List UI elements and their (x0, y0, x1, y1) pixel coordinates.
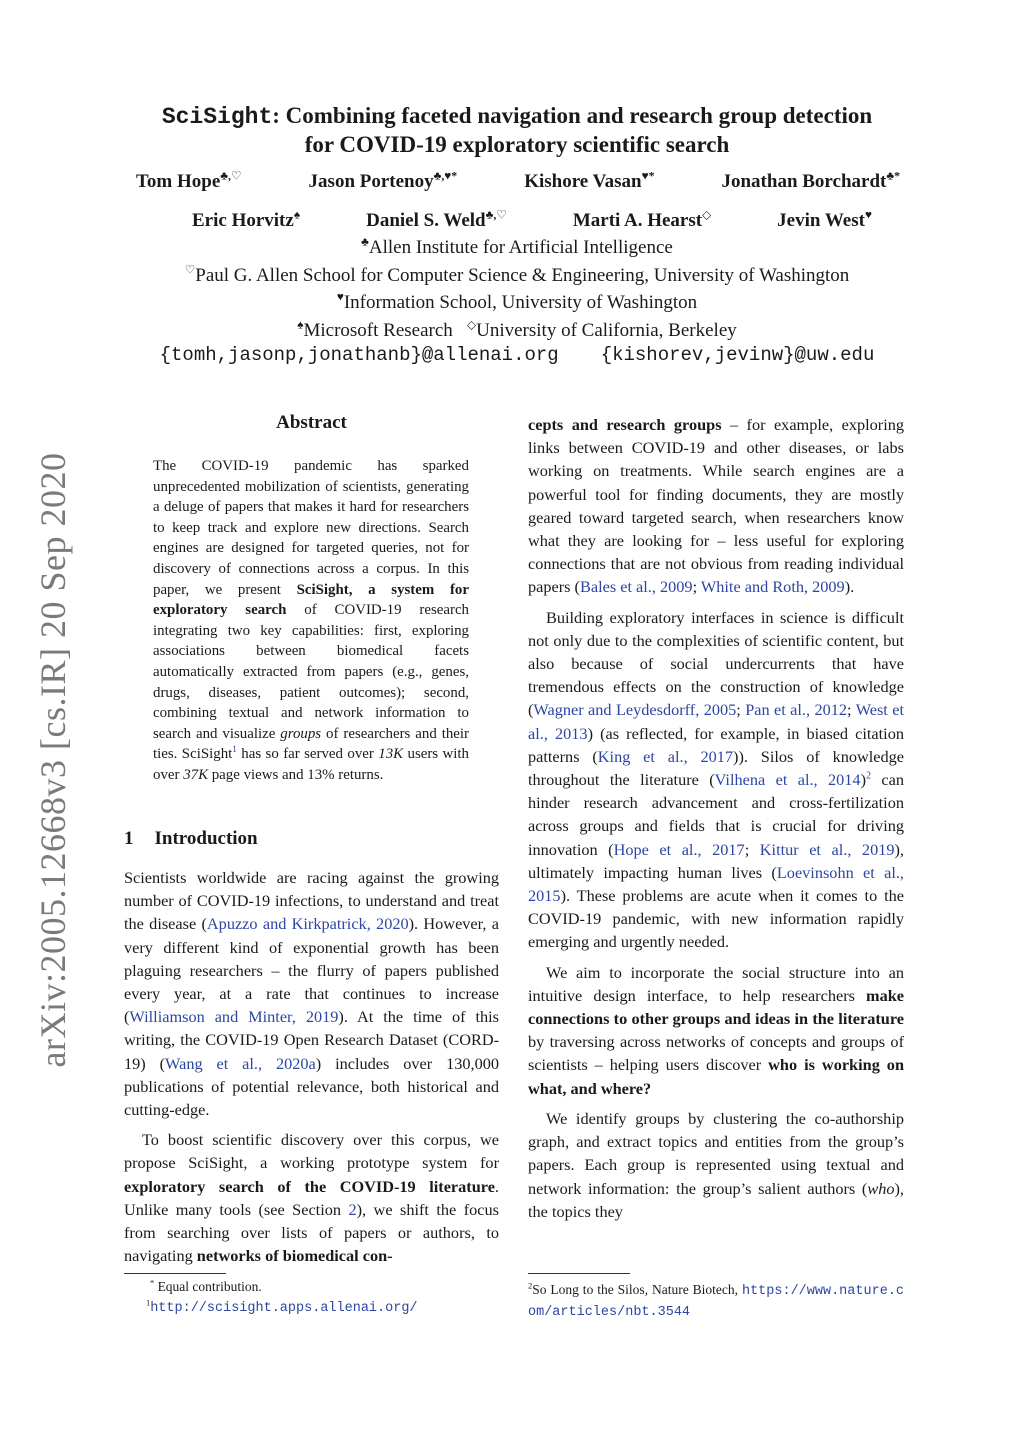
paragraph: To boost scientific discovery over this corpus, we propose SciSight, a working prototype system for exploratory search of the COVID-19 literature. Unlike many tools (see Section 2), we shift the focus from searching over lists of papers or authors, to navigating networks of biomedical con- (124, 1130, 500, 1266)
author: Jonathan Borchardt♣* (721, 169, 900, 192)
footnote-1: $^1$http://scisight.apps.allenai.org/ (146, 1298, 418, 1316)
affiliation: ♠Microsoft Research ◇University of California, Berkeley (297, 318, 737, 341)
email-addresses (100, 344, 934, 366)
continued-text: networks of biomedical con- (196, 1246, 393, 1266)
citation-link[interactable]: Bales et al., 2009 (579, 577, 693, 597)
paragraph: We aim to incorporate the social structure into an intuitive design interface, to help researchers make connections to other groups and ideas in the literature by traversing across networks of concepts and groups of scientists – helping users discover who is working on what, and where? (528, 962, 905, 1098)
left-column-text (124, 866, 499, 1267)
affiliation: ♡Paul G. Allen School for Computer Science & Engineering, University of Washington (184, 263, 850, 286)
affiliation: ♣Allen Institute for Artificial Intelligence (361, 235, 673, 258)
paragraph: Building exploratory interfaces in science is difficult not only due to the complexities of scientific content, but also because of social undercurrents that have tremendous effects on the construction of knowledge (Wagner and Leydesdorff, 2005; Pan et al., 2012; West et al., 2013) (as reflected, for example, in biased citation patterns (King et al., 2017)). Silos of knowledge throughout the literature (Vilhena et al., 2014)$^2$ can hinder research advancement and cross-fertilization across groups and fields that is crucial for driving innovation (Hope et al., 2017; Kittur et al., 2019), ultimately impacting human lives (Loevinsohn et al., 2015). These problems are acute when it comes to the COVID-19 pandemic, with new information rapidly emerging and urgently needed. (528, 607, 905, 952)
citation-link[interactable]: Hope et al., 2017 (613, 839, 745, 859)
abstract-heading: Abstract (276, 412, 347, 433)
paper-header (100, 102, 934, 366)
email-uw[interactable]: {kishorev,jevinw}@uw.edu (600, 344, 875, 366)
citation-link[interactable]: White and Roth, 2009 (700, 577, 845, 597)
citation-link[interactable]: Vilhena et al., 2014 (714, 770, 861, 790)
section-heading-introduction: 1 Introduction (124, 828, 258, 849)
title-line2: for COVID-19 exploratory scientific search (304, 132, 730, 157)
citation-link[interactable]: Wang et al., 2020a (165, 1053, 316, 1073)
citation-link[interactable]: Kittur et al., 2019 (759, 839, 895, 859)
affiliations (100, 234, 934, 344)
right-column-text (528, 413, 904, 1223)
arxiv-sidebar (28, 452, 78, 1068)
footnote-ref[interactable]: 2 (865, 770, 872, 782)
abstract-body: The COVID-19 pandemic has sparked unprecedented mobilization of scientists, generating a deluge of papers that makes it hard for researchers to keep track and explore new directions. Search engines are designed for targeted queries, not for discovery of connections across a corpus. In this paper, we present SciSight, a system for exploratory search of COVID-19 research integrating two key capabilities: first, exploring associations between biomedical facets automatically extracted from papers (e.g., genes, drugs, diseases, patient outcomes); second, combining textual and network information to search and visualize groups of researchers and their ties. SciSight$^1$ has so far served over 13K users with over 37K page views and 13% returns. (153, 458, 470, 783)
footnote-ref[interactable]: 1 (232, 744, 237, 755)
footnote-rule-right (528, 1273, 630, 1274)
author: Kishore Vasan♥* (524, 169, 655, 192)
arxiv-id: arXiv:2005.12668v3 [cs.IR] 20 Sep 2020 (33, 452, 73, 1068)
paragraph: We identify groups by clustering the co-authorship graph, and extract topics and entities from the group’s papers. Each group is represented using textual and network information: the group’s salient authors (who), the topics they (528, 1108, 904, 1221)
authors-row-1 (136, 171, 900, 193)
paper-title (100, 102, 934, 159)
citation-link[interactable]: Apuzzo and Kirkpatrick, 2020 (206, 914, 409, 934)
citation-link[interactable]: Wagner and Leydesdorff, 2005 (533, 700, 737, 720)
author: Jason Portenoy♣,♥* (308, 169, 458, 192)
author: Tom Hope♣,♡ (136, 169, 242, 192)
affiliation: ♥Information School, University of Washington (336, 290, 698, 313)
authors-row-2 (192, 210, 872, 232)
title-system-name: SciSight (161, 104, 273, 130)
author: Jevin West♥ (777, 208, 872, 231)
citation-link[interactable]: West et al., 2013 (528, 700, 904, 743)
paragraph-continued: cepts and research groups – for example, exploring links between COVID-19 and other diseases, or labs working on treatments. While search engines are a powerful tool for finding documents, they are mostly geared toward targeted search, when researchers know what they are looking for – less useful for exploring connections that are not obvious from reading individual papers (Bales et al., 2009; White and Roth, 2009). (528, 415, 904, 597)
citation-link[interactable]: Pan et al., 2012 (745, 700, 848, 720)
author: Marti A. Hearst◇ (572, 208, 712, 231)
email-allenai[interactable]: {tomh,jasonp,jonathanb}@allenai.org (159, 344, 559, 366)
section-link[interactable]: 2 (348, 1199, 357, 1219)
citation-link[interactable]: Williamson and Minter, 2019 (129, 1007, 339, 1027)
footnote-rule-left (124, 1273, 226, 1274)
footnote-url-link[interactable]: https://www.nature.com/articles/nbt.3544 (528, 1284, 904, 1320)
title-rest: : Combining faceted navigation and research group detection (272, 103, 873, 128)
citation-link[interactable]: Loevinsohn et al., 2015 (528, 862, 904, 906)
footnote-url-link[interactable]: http://scisight.apps.allenai.org/ (150, 1301, 418, 1316)
author: Eric Horvitz♠ (192, 208, 301, 231)
footnote-equal-contribution: * Equal contribution. (150, 1278, 262, 1294)
author: Daniel S. Weld♣,♡ (366, 208, 507, 231)
citation-link[interactable]: King et al., 2017 (597, 746, 734, 766)
paragraph: Scientists worldwide are racing against the growing number of COVID-19 infections, to understand and treat the disease (Apuzzo and Kirkpatrick, 2020). However, a very different kind of exponential growth has been plaguing researchers – the flurry of papers published every year, at a rate that continues to increase (Williamson and Minter, 2019). At the time of this writing, the COVID-19 Open Research Dataset (CORD-19) (Wang et al., 2020a) includes over 130,000 publications of potential relevance, both historical and cutting-edge. (124, 868, 500, 1120)
footnote-2: $^2$So Long to the Silos, Nature Biotech, https://www.nature.com/articles/nbt.3544 (528, 1281, 904, 1320)
